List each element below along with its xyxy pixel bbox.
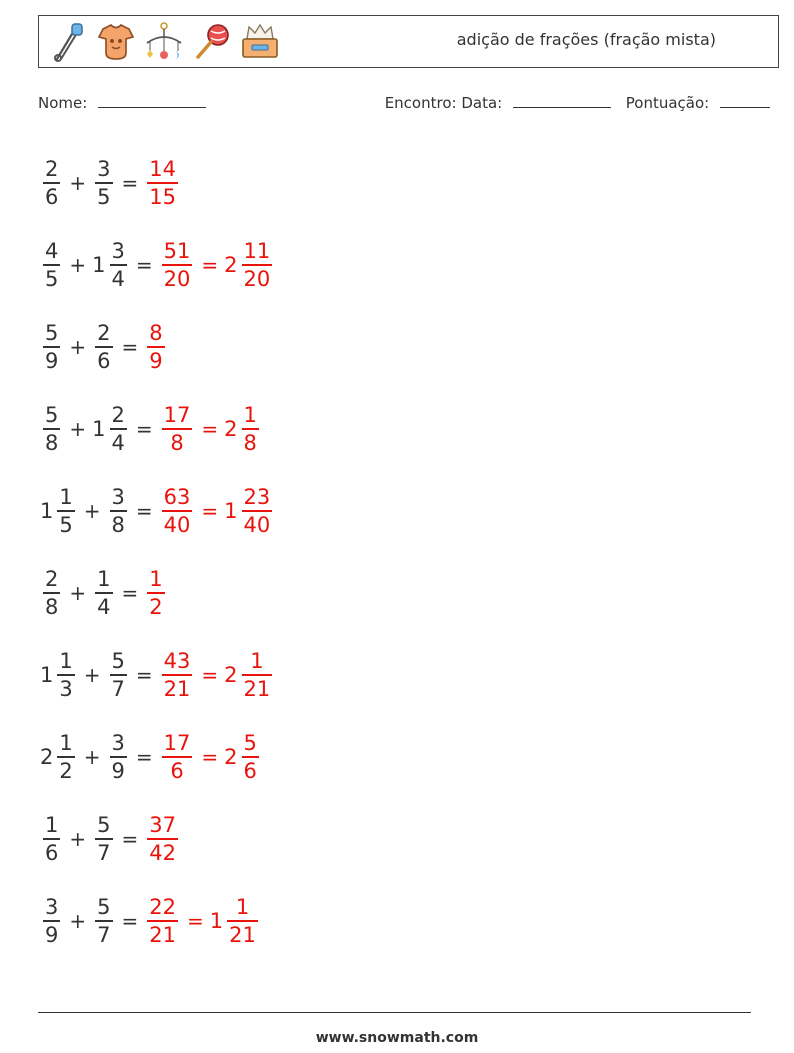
second-addend-fraction (110, 238, 127, 291)
first-addend-fraction (43, 156, 60, 209)
equals-sign: = (121, 909, 139, 933)
second-addend-numerator: 5 (97, 813, 111, 838)
second-addend (92, 894, 115, 947)
second-addend (92, 238, 130, 291)
first-addend-fraction (57, 730, 74, 783)
mixed-answer-numerator: 23 (243, 485, 271, 510)
mixed-answer-denominator: 21 (229, 922, 256, 947)
first-addend-fraction (43, 566, 60, 619)
second-addend (92, 566, 115, 619)
worksheet-title: adição de frações (fração mista) (456, 30, 716, 49)
first-addend-numerator: 2 (45, 157, 59, 182)
second-addend (107, 730, 130, 783)
second-addend-numerator: 3 (111, 239, 125, 264)
improper-answer-fraction (147, 894, 178, 947)
answer-equals-sign: = (201, 252, 219, 277)
second-addend (92, 156, 115, 209)
first-addend (40, 238, 63, 291)
first-addend-denominator: 2 (59, 758, 73, 783)
second-addend-denominator: 4 (111, 266, 125, 291)
first-addend-numerator: 2 (45, 567, 59, 592)
second-addend-denominator: 6 (97, 348, 111, 373)
second-addend-denominator: 7 (97, 840, 111, 865)
problem-row (40, 470, 275, 552)
problem-row (40, 716, 275, 798)
answer (159, 730, 262, 783)
mixed-answer-whole: 2 (224, 416, 238, 441)
plus-sign: + (69, 335, 87, 359)
improper-answer (144, 894, 181, 947)
crib-mobile-icon (143, 21, 185, 63)
equals-sign: = (135, 253, 153, 277)
improper-answer-numerator: 51 (163, 239, 191, 264)
second-addend-numerator: 2 (97, 321, 111, 346)
improper-answer-numerator: 1 (149, 567, 163, 592)
improper-answer-fraction (162, 402, 193, 455)
first-addend (40, 648, 78, 701)
first-addend-numerator: 3 (45, 895, 59, 920)
improper-answer-fraction (162, 238, 193, 291)
improper-answer (159, 238, 196, 291)
first-addend-denominator: 3 (59, 676, 73, 701)
first-addend (40, 812, 63, 865)
first-addend-denominator: 6 (45, 840, 59, 865)
mixed-answer-numerator: 11 (243, 239, 271, 264)
mixed-answer-whole: 1 (209, 908, 224, 933)
improper-answer-fraction (162, 730, 193, 783)
improper-answer (159, 484, 196, 537)
answer-equals-sign: = (201, 744, 219, 769)
second-addend-denominator: 8 (111, 512, 125, 537)
mixed-answer (224, 484, 275, 537)
first-addend-denominator: 9 (45, 922, 59, 947)
answer (159, 484, 276, 537)
name-blank[interactable] (98, 94, 206, 108)
date-score-fields (385, 94, 770, 112)
mixed-answer-numerator: 1 (235, 895, 250, 920)
first-addend (40, 894, 63, 947)
problem-row (40, 224, 275, 306)
second-addend-fraction (95, 812, 112, 865)
improper-answer-denominator: 15 (149, 184, 177, 209)
second-addend-numerator: 3 (111, 485, 125, 510)
mixed-answer (210, 894, 261, 947)
encounter-date-label: Encontro: Data: (384, 94, 503, 112)
equals-sign: = (135, 417, 153, 441)
mixed-answer-whole: 2 (224, 744, 238, 769)
mixed-answer-whole: 2 (224, 252, 238, 277)
second-addend-fraction (110, 648, 127, 701)
mixed-answer (224, 648, 275, 701)
date-blank[interactable] (513, 94, 611, 108)
second-addend-numerator: 1 (97, 567, 111, 592)
answer (159, 402, 262, 455)
equals-sign: = (121, 335, 139, 359)
improper-answer-fraction (147, 320, 164, 373)
first-addend-whole: 1 (40, 662, 54, 687)
plus-sign: + (83, 745, 101, 769)
plus-sign: + (69, 581, 87, 605)
improper-answer-denominator: 6 (170, 758, 184, 783)
answer (144, 566, 167, 619)
equals-sign: = (121, 171, 139, 195)
improper-answer-denominator: 8 (170, 430, 184, 455)
answer (144, 812, 181, 865)
first-addend-numerator: 4 (45, 239, 59, 264)
mixed-answer-fraction (227, 894, 258, 947)
equals-sign: = (135, 663, 153, 687)
first-addend-fraction (43, 320, 60, 373)
first-addend-denominator: 6 (45, 184, 59, 209)
worksheet-header (38, 15, 779, 68)
name-label: Nome: (38, 94, 88, 112)
problem-row (40, 306, 275, 388)
improper-answer-fraction (162, 648, 193, 701)
answer-equals-sign: = (201, 662, 219, 687)
answer-equals-sign: = (201, 498, 219, 523)
improper-answer-denominator: 21 (149, 922, 177, 947)
problem-row (40, 634, 275, 716)
first-addend-fraction (57, 484, 74, 537)
improper-answer (144, 812, 181, 865)
second-addend-numerator: 3 (111, 731, 125, 756)
mixed-answer-denominator: 20 (243, 266, 271, 291)
second-addend-fraction (95, 320, 112, 373)
mixed-answer-whole: 1 (224, 498, 238, 523)
equals-sign: = (121, 581, 139, 605)
plus-sign: + (83, 499, 101, 523)
improper-answer-fraction (147, 566, 164, 619)
improper-answer (159, 402, 196, 455)
first-addend (40, 320, 63, 373)
improper-answer-fraction (147, 812, 178, 865)
mixed-answer-numerator: 5 (243, 731, 257, 756)
mixed-answer (224, 238, 275, 291)
improper-answer (159, 648, 196, 701)
score-blank[interactable] (720, 94, 770, 108)
improper-answer-fraction (162, 484, 193, 537)
header-icons (47, 21, 281, 63)
rattle-icon (191, 21, 233, 63)
first-addend-numerator: 1 (59, 649, 73, 674)
mixed-answer-fraction (242, 730, 259, 783)
second-addend (92, 812, 115, 865)
safety-pin-icon (47, 21, 89, 63)
first-addend-fraction (43, 812, 60, 865)
first-addend-denominator: 8 (45, 594, 59, 619)
equals-sign: = (121, 827, 139, 851)
mixed-answer-whole: 2 (224, 662, 238, 687)
first-addend-fraction (43, 238, 60, 291)
mixed-answer-denominator: 40 (243, 512, 271, 537)
mixed-answer-fraction (242, 648, 273, 701)
first-addend (40, 730, 78, 783)
second-addend-fraction (110, 730, 127, 783)
answer-equals-sign: = (187, 908, 204, 933)
first-addend-whole: 2 (40, 744, 54, 769)
mixed-answer-fraction (242, 402, 259, 455)
tissue-box-icon (239, 21, 281, 63)
improper-answer-denominator: 21 (163, 676, 191, 701)
second-addend (107, 648, 130, 701)
second-addend-denominator: 9 (111, 758, 125, 783)
improper-answer (159, 730, 196, 783)
plus-sign: + (83, 663, 101, 687)
mixed-answer (224, 730, 262, 783)
mixed-answer-denominator: 6 (243, 758, 257, 783)
improper-answer-denominator: 9 (149, 348, 163, 373)
problem-list (40, 142, 275, 962)
answer (159, 238, 276, 291)
problem-row (40, 880, 275, 962)
second-addend-numerator: 3 (97, 157, 111, 182)
improper-answer-fraction (147, 156, 178, 209)
answer (144, 894, 261, 947)
second-addend-denominator: 7 (97, 922, 111, 947)
second-addend-fraction (110, 402, 127, 455)
answer (159, 648, 276, 701)
answer (144, 156, 181, 209)
improper-answer-numerator: 14 (149, 157, 177, 182)
improper-answer-numerator: 63 (163, 485, 191, 510)
mixed-answer-fraction (242, 484, 273, 537)
first-addend-whole: 1 (40, 498, 54, 523)
improper-answer-denominator: 20 (163, 266, 191, 291)
improper-answer-numerator: 8 (149, 321, 163, 346)
second-addend-whole: 1 (92, 252, 106, 277)
first-addend-denominator: 8 (45, 430, 59, 455)
first-addend-numerator: 1 (59, 485, 73, 510)
problem-row (40, 142, 275, 224)
mixed-answer-denominator: 21 (243, 676, 271, 701)
first-addend-numerator: 5 (45, 403, 59, 428)
name-field (38, 94, 206, 112)
plus-sign: + (69, 827, 87, 851)
second-addend-denominator: 4 (111, 430, 125, 455)
first-addend (40, 402, 63, 455)
second-addend (92, 402, 130, 455)
second-addend-fraction (95, 894, 112, 947)
improper-answer-denominator: 2 (149, 594, 163, 619)
second-addend-denominator: 7 (111, 676, 125, 701)
improper-answer (144, 156, 181, 209)
second-addend (92, 320, 115, 373)
answer (144, 320, 167, 373)
mixed-answer-numerator: 1 (243, 403, 257, 428)
plus-sign: + (69, 253, 87, 277)
first-addend (40, 566, 63, 619)
first-addend-numerator: 5 (45, 321, 59, 346)
plus-sign: + (69, 909, 87, 933)
first-addend-numerator: 1 (59, 731, 73, 756)
improper-answer-numerator: 43 (163, 649, 191, 674)
second-addend (107, 484, 130, 537)
first-addend-denominator: 5 (59, 512, 73, 537)
mixed-answer-fraction (242, 238, 273, 291)
second-addend-denominator: 5 (97, 184, 111, 209)
improper-answer-denominator: 40 (163, 512, 191, 537)
mixed-answer (224, 402, 262, 455)
mixed-answer-denominator: 8 (243, 430, 257, 455)
improper-answer-numerator: 37 (149, 813, 177, 838)
plus-sign: + (69, 171, 87, 195)
problem-row (40, 798, 275, 880)
score-label: Pontuação: (625, 94, 710, 112)
improper-answer (144, 566, 167, 619)
equals-sign: = (135, 499, 153, 523)
first-addend-fraction (43, 402, 60, 455)
problem-row (40, 552, 275, 634)
footer-url: www.snowmath.com (315, 1030, 479, 1046)
second-addend-numerator: 2 (111, 403, 125, 428)
answer-equals-sign: = (201, 416, 219, 441)
footer-divider (38, 1012, 751, 1013)
improper-answer-numerator: 17 (163, 403, 191, 428)
first-addend (40, 156, 63, 209)
improper-answer (144, 320, 167, 373)
plus-sign: + (69, 417, 87, 441)
problem-row (40, 388, 275, 470)
first-addend-denominator: 9 (45, 348, 59, 373)
first-addend-numerator: 1 (45, 813, 59, 838)
second-addend-fraction (95, 566, 112, 619)
improper-answer-numerator: 17 (163, 731, 191, 756)
improper-answer-numerator: 22 (149, 895, 177, 920)
improper-answer-denominator: 42 (149, 840, 177, 865)
first-addend-denominator: 5 (45, 266, 59, 291)
equals-sign: = (135, 745, 153, 769)
first-addend-fraction (43, 894, 60, 947)
second-addend-denominator: 4 (97, 594, 111, 619)
first-addend (40, 484, 78, 537)
baby-bodysuit-icon (95, 21, 137, 63)
mixed-answer-numerator: 1 (250, 649, 264, 674)
second-addend-whole: 1 (92, 416, 106, 441)
second-addend-numerator: 5 (111, 649, 125, 674)
second-addend-numerator: 5 (97, 895, 111, 920)
second-addend-fraction (110, 484, 127, 537)
first-addend-fraction (57, 648, 74, 701)
second-addend-fraction (95, 156, 112, 209)
